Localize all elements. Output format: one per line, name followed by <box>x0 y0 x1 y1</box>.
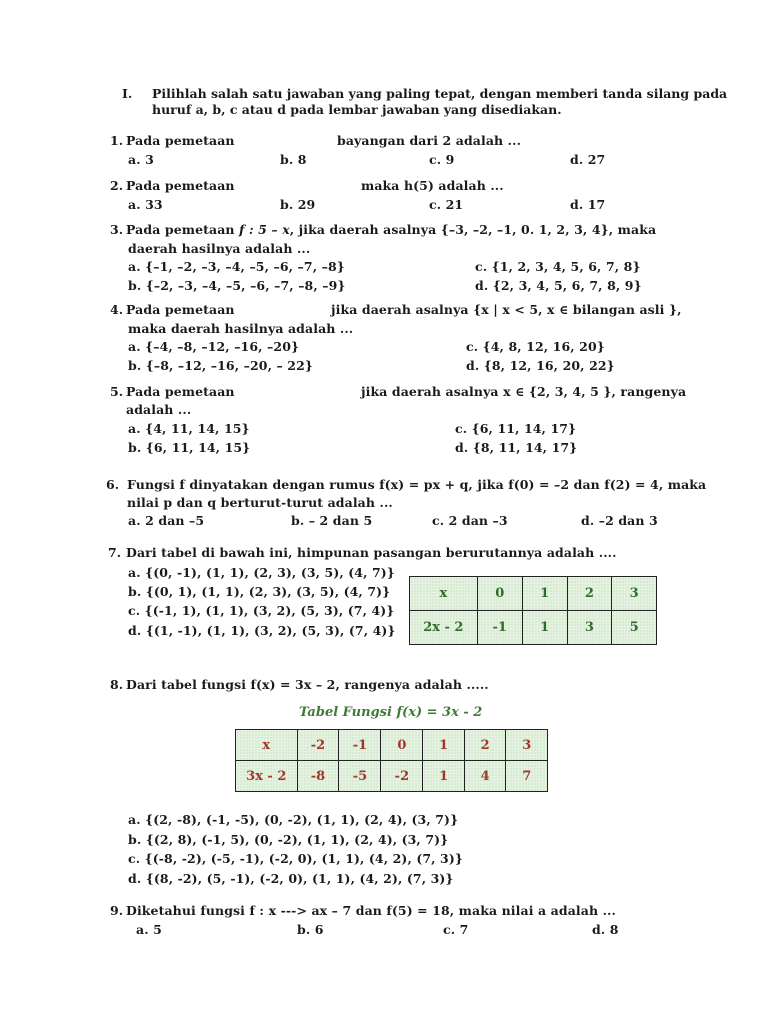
option-c[interactable]: c. {4, 8, 12, 16, 20} <box>466 339 605 354</box>
question-text: daerah hasilnya adalah ... <box>128 241 311 256</box>
option-c[interactable]: c. {(-1, 1), (1, 1), (3, 2), (5, 3), (7, 4)} <box>128 603 395 618</box>
table-cell: 2 <box>464 730 506 761</box>
table-cell: 0 <box>477 577 522 611</box>
table-cell: 2 <box>567 577 612 611</box>
question-text: Pada pemetaan <box>126 302 235 317</box>
table-header-cell: x <box>410 577 478 611</box>
option-b[interactable]: b. {–8, –12, –16, –20, – 22} <box>128 358 314 373</box>
question-text <box>126 222 656 237</box>
option-d[interactable]: d. 17 <box>570 197 606 212</box>
question-text: maka daerah hasilnya adalah ... <box>128 321 354 336</box>
question-text: bayangan dari 2 adalah ... <box>337 133 522 148</box>
instructions-line2: huruf a, b, c atau d pada lembar jawaban yang disediakan. <box>152 102 562 117</box>
option-c[interactable]: c. 2 dan –3 <box>432 513 508 528</box>
question-text: maka h(5) adalah ... <box>361 178 504 193</box>
table-cell: -1 <box>339 730 381 761</box>
table-cell: 1 <box>423 730 465 761</box>
table-cell: 3 <box>506 730 548 761</box>
question-number: 1. <box>110 133 124 148</box>
question-text: Diketahui fungsi f : x ---> ax – 7 dan f(5) = 18, maka nilai a adalah ... <box>126 903 616 918</box>
instructions-number: I. <box>122 86 133 101</box>
option-d[interactable]: d. 27 <box>570 152 606 167</box>
table-cell: 3 <box>567 611 612 645</box>
option-a[interactable]: a. {(2, -8), (-1, -5), (0, -2), (1, 1), (2, 4), (3, 7)} <box>128 812 459 827</box>
question-text: adalah ... <box>126 402 192 417</box>
option-a[interactable]: a. 2 dan –5 <box>128 513 205 528</box>
option-b[interactable]: b. {6, 11, 14, 15} <box>128 440 251 455</box>
option-d[interactable]: d. {(8, -2), (5, -1), (-2, 0), (1, 1), (4, 2), (7, 3)} <box>128 871 454 886</box>
option-b[interactable]: b. {–2, –3, –4, –5, –6, –7, –8, –9} <box>128 278 346 293</box>
table-cell: -2 <box>381 761 423 792</box>
question-number: 5. <box>110 384 124 399</box>
option-b[interactable]: b. {(2, 8), (-1, 5), (0, -2), (1, 1), (2, 4), (3, 7)} <box>128 832 449 847</box>
question-number: 8. <box>110 677 124 692</box>
option-d[interactable]: d. {2, 3, 4, 5, 6, 7, 8, 9} <box>475 278 642 293</box>
question-number: 2. <box>110 178 124 193</box>
question-text: jika daerah asalnya {x | x < 5, x ∈ bilangan asli }, <box>331 302 682 317</box>
option-c[interactable]: c. {(-8, -2), (-5, -1), (-2, 0), (1, 1), (4, 2), (7, 3)} <box>128 851 464 866</box>
option-c[interactable]: c. {1, 2, 3, 4, 5, 6, 7, 8} <box>475 259 641 274</box>
question-text: Fungsi f dinyatakan dengan rumus f(x) = px + q, jika f(0) = –2 dan f(2) = 4, maka <box>127 477 707 492</box>
table-cell: 1 <box>423 761 465 792</box>
option-d[interactable]: d. –2 dan 3 <box>581 513 658 528</box>
question-text: nilai p dan q berturut-turut adalah ... <box>127 495 393 510</box>
function-table-q8 <box>235 729 548 792</box>
option-b[interactable]: b. 29 <box>280 197 316 212</box>
option-b[interactable]: b. {(0, 1), (1, 1), (2, 3), (3, 5), (4, 7)} <box>128 584 391 599</box>
table-cell: -8 <box>297 761 339 792</box>
table-cell: -1 <box>477 611 522 645</box>
question-text: Dari tabel di bawah ini, himpunan pasangan berurutannya adalah .... <box>126 545 617 560</box>
table-header-cell: 2x - 2 <box>410 611 478 645</box>
table-cell: -2 <box>297 730 339 761</box>
option-b[interactable]: b. – 2 dan 5 <box>291 513 373 528</box>
option-d[interactable]: d. 8 <box>592 922 619 937</box>
table-header-cell: 3x - 2 <box>236 761 298 792</box>
instructions-line1: Pilihlah salah satu jawaban yang paling tepat, dengan memberi tanda silang pada <box>152 86 728 101</box>
option-a[interactable]: a. 3 <box>128 152 154 167</box>
table-cell: -5 <box>339 761 381 792</box>
option-c[interactable]: c. 21 <box>429 197 464 212</box>
option-d[interactable]: d. {8, 11, 14, 17} <box>455 440 578 455</box>
option-d[interactable]: d. {(1, -1), (1, 1), (3, 2), (5, 3), (7, 4)} <box>128 623 396 638</box>
table-cell: 4 <box>464 761 506 792</box>
question-text: Pada pemetaan <box>126 133 235 148</box>
option-a[interactable]: a. {4, 11, 14, 15} <box>128 421 250 436</box>
table-cell: 1 <box>522 577 567 611</box>
option-d[interactable]: d. {8, 12, 16, 20, 22} <box>466 358 615 373</box>
option-c[interactable]: c. 7 <box>443 922 469 937</box>
question-text-part: , jika daerah asalnya {–3, –2, –1, 0. 1, 2, 3, 4}, maka <box>289 222 657 237</box>
option-c[interactable]: c. 9 <box>429 152 455 167</box>
question-number: 3. <box>110 222 124 237</box>
question-text: Pada pemetaan <box>126 384 235 399</box>
question-text-part: Pada pemetaan <box>126 222 235 237</box>
table-title: Tabel Fungsi f(x) = 3x - 2 <box>299 705 483 720</box>
function-expression: f : 5 – x <box>239 222 290 237</box>
table-cell: 0 <box>381 730 423 761</box>
table-cell: 7 <box>506 761 548 792</box>
option-a[interactable]: a. 33 <box>128 197 163 212</box>
table-cell: 3 <box>612 577 657 611</box>
question-number: 9. <box>110 903 124 918</box>
option-a[interactable]: a. 5 <box>136 922 162 937</box>
option-a[interactable]: a. {–4, –8, –12, –16, –20} <box>128 339 300 354</box>
question-text: Pada pemetaan <box>126 178 235 193</box>
question-text: jika daerah asalnya x ∈ {2, 3, 4, 5 }, rangenya <box>361 384 687 399</box>
question-number: 6. <box>106 477 120 492</box>
option-b[interactable]: b. 8 <box>280 152 307 167</box>
table-cell: 1 <box>522 611 567 645</box>
question-number: 7. <box>108 545 122 560</box>
option-b[interactable]: b. 6 <box>297 922 324 937</box>
table-header-cell: x <box>236 730 298 761</box>
option-a[interactable]: a. {–1, –2, –3, –4, –5, –6, –7, –8} <box>128 259 345 274</box>
table-cell: 5 <box>612 611 657 645</box>
question-number: 4. <box>110 302 124 317</box>
question-text: Dari tabel fungsi f(x) = 3x – 2, rangenya adalah ..... <box>126 677 489 692</box>
option-c[interactable]: c. {6, 11, 14, 17} <box>455 421 577 436</box>
instructions <box>122 86 728 120</box>
function-table-q7 <box>409 576 657 645</box>
option-a[interactable]: a. {(0, -1), (1, 1), (2, 3), (3, 5), (4, 7)} <box>128 565 395 580</box>
